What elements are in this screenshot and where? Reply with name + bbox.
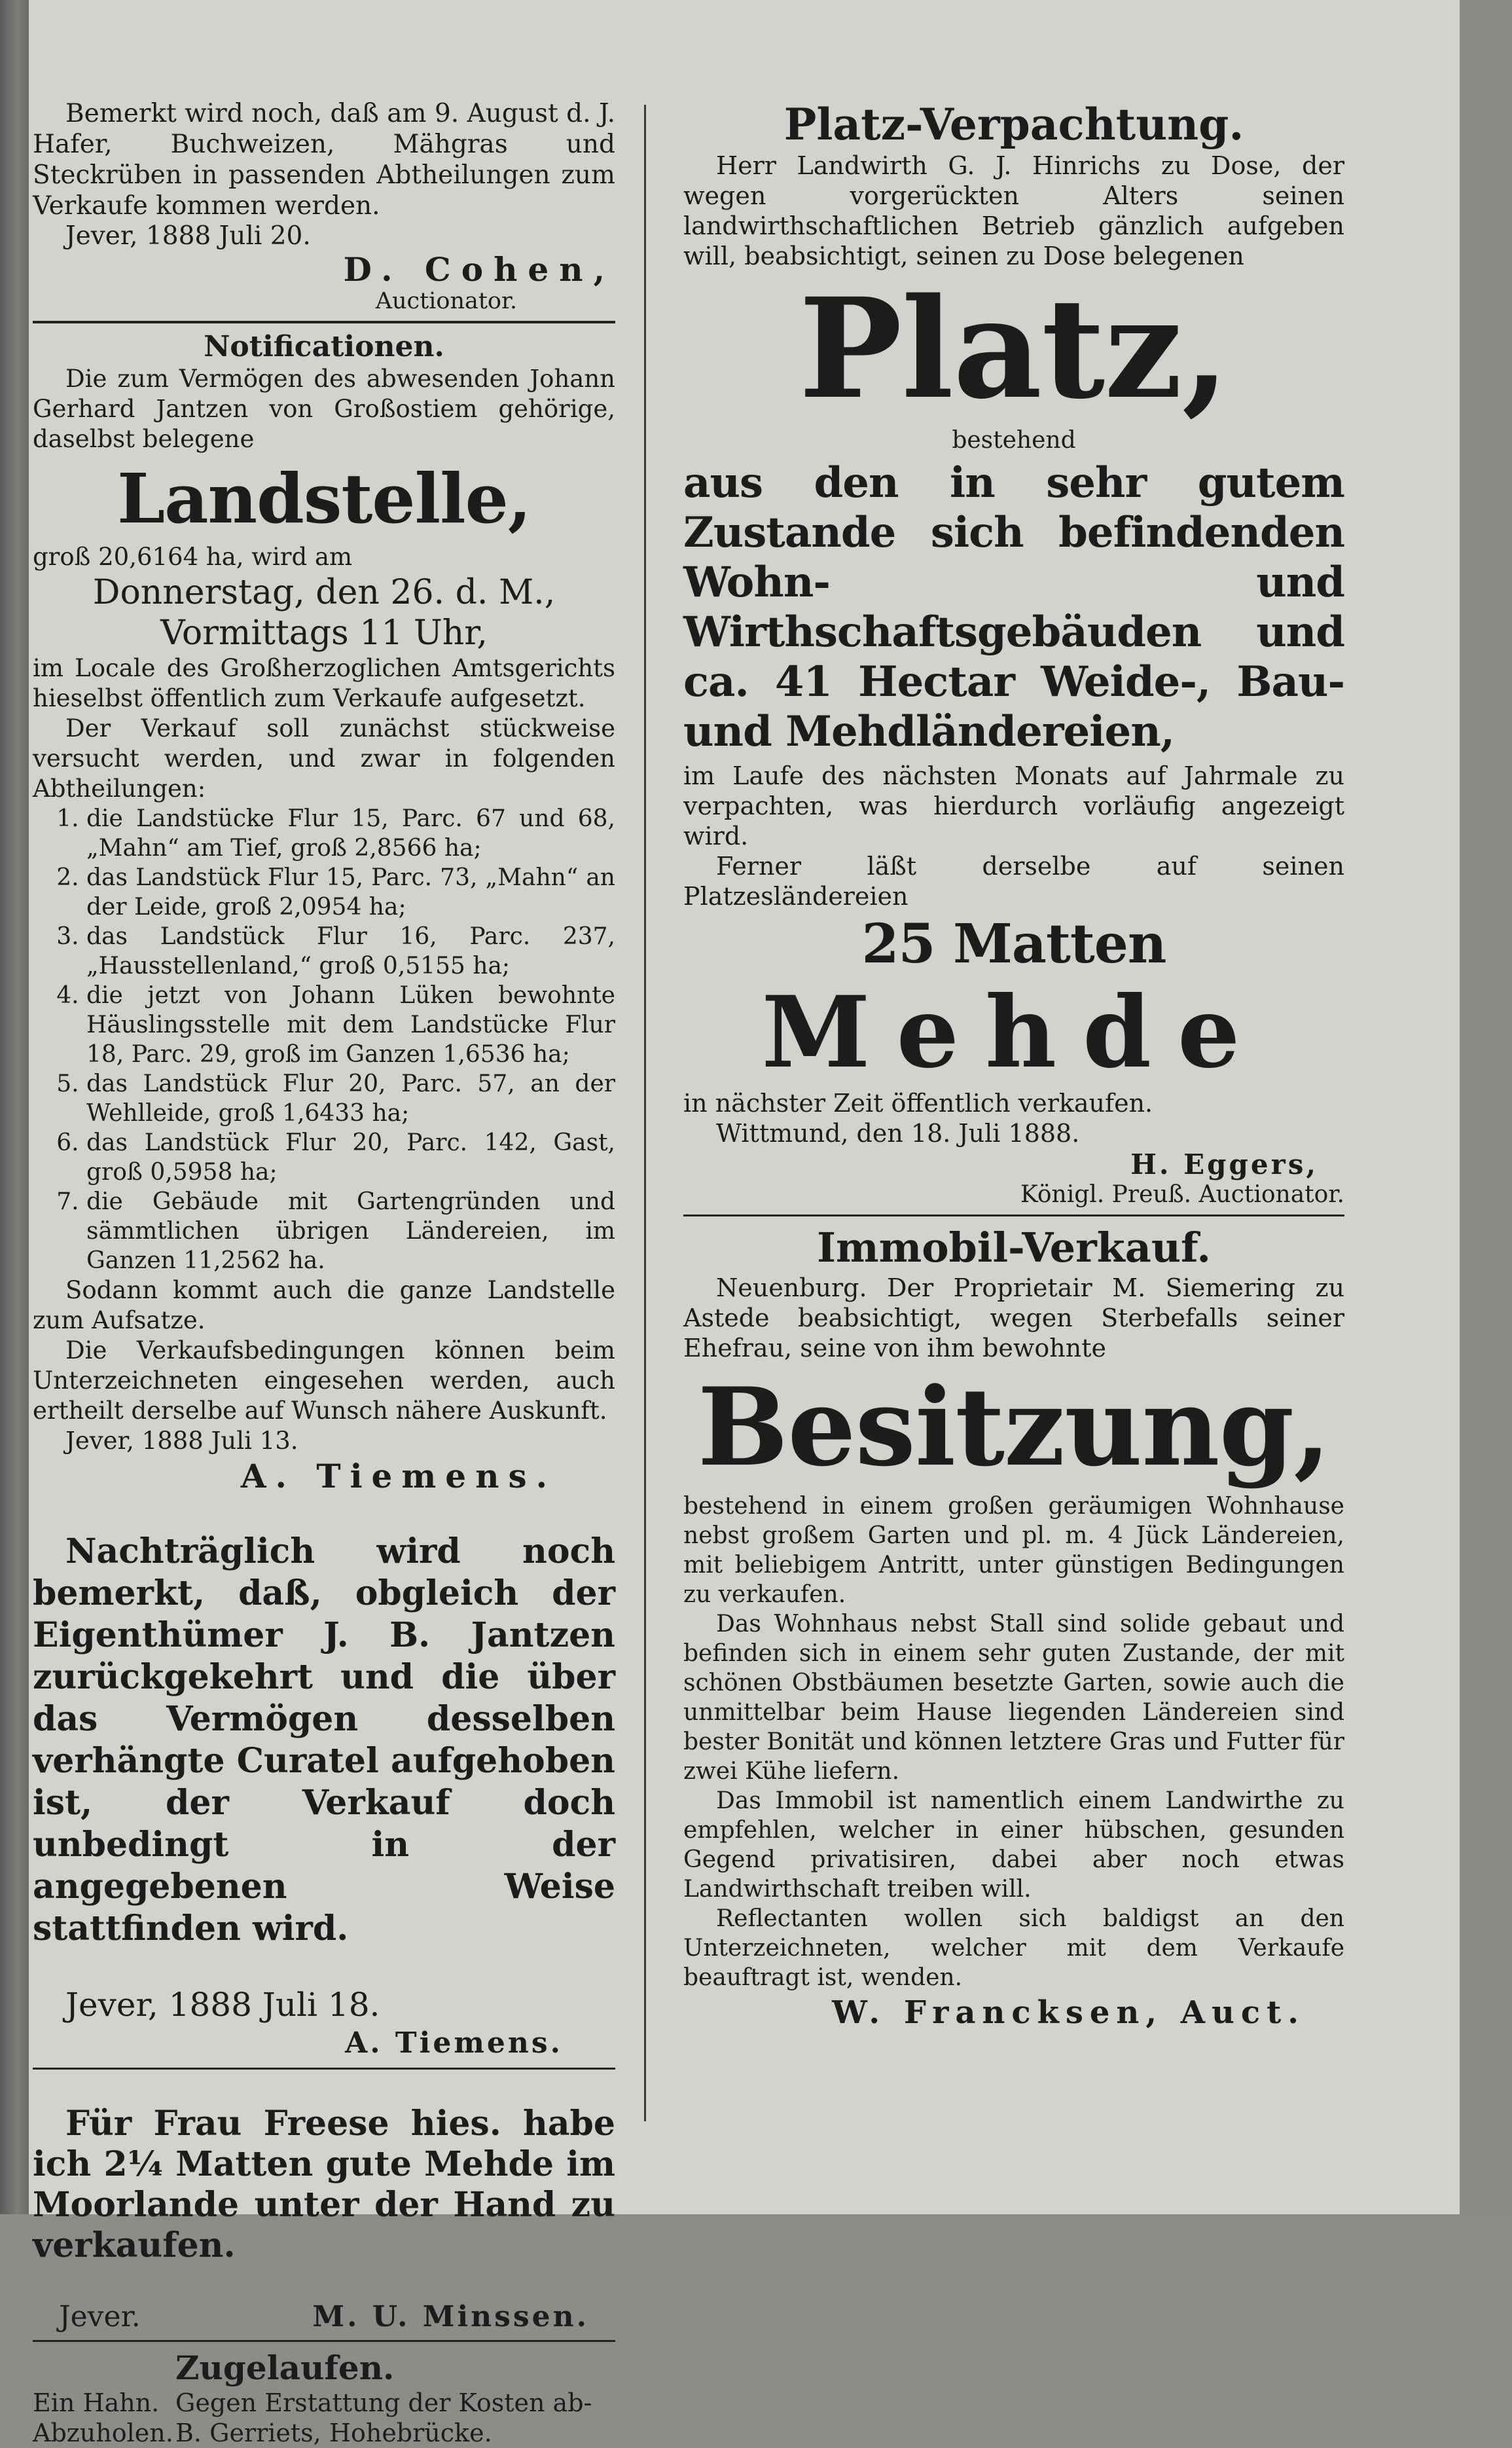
immobil-intro: Neuenburg. Der Proprietair M. Siemering zu Astede beabsichtigt, wegen Sterbefalls seiner Ehefrau, seine von ihm bewohnte	[683, 1273, 1344, 1362]
cohen-signature: D. Cohen,	[343, 250, 615, 289]
sale-info: Der Verkauf soll zunächst stückweise versucht werden, und zwar in folgenden Abtheilungen:	[33, 714, 615, 803]
section-rule	[33, 2340, 615, 2342]
mehde-title: Mehde	[761, 975, 1267, 1090]
newspaper-page	[29, 0, 1460, 2447]
platz-ad	[683, 98, 1344, 1208]
platz-intro: Herr Landwirth G. J. Hinrichs zu Dose, der wegen vorgerückten Alters seinen landwirthschaftlichen Betrieb gänzlich aufgeben will, beabsichtigt, seinen zu Dose belegenen	[683, 151, 1344, 270]
platz-further: Ferner läßt derselbe auf seinen Platzesländereien	[683, 852, 1344, 911]
section-rule	[33, 321, 615, 323]
immobil-heading: Immobil-Verkauf.	[816, 1224, 1212, 1271]
auction-date: Donnerstag, den 26. d. M.,	[92, 573, 556, 612]
landstelle-place-date: Jever, 1888 Juli 13.	[65, 1427, 298, 1455]
platz-bestehend: bestehend	[952, 427, 1076, 454]
auction-time: Vormittags 11 Uhr,	[160, 613, 488, 653]
platz-title: Platz,	[799, 268, 1229, 429]
column-divider	[644, 105, 646, 2121]
immobil-p1: bestehend in einem großen geräumigen Wohnhause nebst großem Garten und pl. m. 4 Jück Ländereien, mit beliebigem Antritt, unter günstigen Bedingungen zu verkaufen.	[683, 1493, 1344, 1608]
freese-signature: M. U. Minssen.	[312, 2300, 589, 2333]
freese-place: Jever.	[59, 2300, 141, 2333]
immobil-p4: Reflectanten wollen sich baldigst an den Unterzeichneten, welcher mit dem Verkaufe beauftragt ist, wenden.	[683, 1905, 1344, 1991]
platz-description: aus den in sehr gutem Zustande sich befindenden Wohn- und Wirthschaftsgebäuden und ca. 41 Hectar Weide-, Bau- und Mehdländereien,	[683, 458, 1344, 756]
freese-text: Für Frau Freese hies. habe ich 2¼ Matten gute Mehde im Moorlande unter der Hand zu verkaufen.	[33, 2104, 615, 2265]
left-column	[33, 98, 615, 2448]
cohen-notice	[33, 98, 615, 314]
scan-background	[1460, 0, 1512, 2214]
list-item: 1. die Landstücke Flur 15, Parc. 67 und 68, „Mahn“ am Tief, groß 2,8566 ha;	[86, 804, 615, 863]
list-item: 2. das Landstück Flur 15, Parc. 73, „Mahn“ an der Leide, groß 2,0954 ha;	[86, 863, 615, 922]
list-item: 4. die jetzt von Johann Lüken bewohnte Häuslingsstelle mit dem Landstücke Flur 18, Parc. 29, groß im Ganzen 1,6536 ha;	[86, 981, 615, 1069]
lot-list	[33, 804, 615, 1275]
list-item: 7. die Gebäude mit Gartengründen und sämmtlichen übrigen Ländereien, im Ganzen 11,2562 ha.	[86, 1187, 615, 1275]
immobil-p2: Das Wohnhaus nebst Stall sind solide gebaut und befinden sich in einem sehr guten Zustande, der mit schönen Obstbäumen besetzte Garten, sowie auch die unmittelbar beim Hause liegenden Ländereien sind bester Bonität und können letztere Gras und Futter für zwei Kühe liefern.	[683, 1611, 1344, 1785]
zugelaufen-name: B. Gerriets, Hohebrücke.	[175, 2419, 492, 2447]
immobil-p3: Das Immobil ist namentlich einem Landwirthe zu empfehlen, welcher in einer hübschen, gesunden Gegend privatisiren, dabei aber noch etwas Landwirthschaft treiben will.	[683, 1787, 1344, 1903]
list-item: 3. das Landstück Flur 16, Parc. 237, „Hausstellenland,“ groß 0,5155 ha;	[86, 922, 615, 981]
cohen-place-date: Jever, 1888 Juli 20.	[65, 221, 311, 251]
right-column	[683, 98, 1344, 2033]
adjacent-page-edge	[0, 0, 29, 2214]
zugelaufen-ad	[33, 2348, 615, 2448]
nachtrag-place-date: Jever, 1888 Juli 18.	[65, 1986, 380, 2024]
nachtrag-notice	[33, 1531, 615, 2061]
platz-heading: Platz-Verpachtung.	[783, 99, 1244, 150]
besitzung-title: Besitzung,	[697, 1364, 1331, 1490]
cohen-notice-text: Bemerkt wird noch, daß am 9. August d. J. Hafer, Buchweizen, Mähgras und Steckrüben in passenden Abtheilungen zum Verkaufe kommen werden.	[33, 99, 615, 221]
platz-sale: in nächster Zeit öffentlich verkaufen.	[683, 1089, 1153, 1118]
auction-location: im Locale des Großherzoglichen Amtsgerichts hieselbst öffentlich zum Verkaufe aufgesetzt.	[33, 654, 615, 712]
whole-property-note: Sodann kommt auch die ganze Landstelle zum Aufsatze.	[33, 1276, 615, 1334]
nachtrag-signature: A. Tiemens.	[345, 2026, 563, 2060]
landstelle-title: Landstelle,	[117, 458, 531, 539]
zugelaufen-heading: Zugelaufen.	[175, 2348, 395, 2387]
eggers-signature: H. Eggers,	[1130, 1148, 1318, 1180]
platz-terms: im Laufe des nächsten Monats auf Jahrmale zu verpachten, was hierdurch vorläufig angezeigt wird.	[683, 761, 1344, 850]
section-rule	[683, 1215, 1344, 1216]
landstelle-size: groß 20,6164 ha, wird am	[33, 543, 353, 571]
notifications-heading: Notificationen.	[204, 330, 444, 363]
list-item: 5. das Landstück Flur 20, Parc. 57, an der Wehlleide, groß 1,6433 ha;	[86, 1069, 615, 1128]
francksen-signature: W. Francksen, Auct.	[832, 1994, 1305, 2031]
section-rule	[33, 2068, 615, 2070]
landstelle-intro: Die zum Vermögen des abwesenden Johann Gerhard Jantzen von Großostiem gehörige, daselbst belegene	[33, 365, 615, 453]
cohen-title: Auctionator.	[375, 288, 517, 314]
platz-place-date: Wittmund, den 18. Juli 1888.	[716, 1119, 1080, 1148]
list-item: 6. das Landstück Flur 20, Parc. 142, Gast, groß 0,5958 ha;	[86, 1128, 615, 1187]
immobil-ad	[683, 1223, 1344, 2033]
eggers-title: Königl. Preuß. Auctionator.	[1020, 1181, 1344, 1208]
tiemens-signature: A. Tiemens.	[240, 1457, 556, 1495]
conditions-note: Die Verkaufsbedingungen können beim Unterzeichneten eingesehen werden, auch ertheilt derselbe auf Wunsch nähere Auskunft.	[33, 1336, 615, 1425]
freese-ad	[33, 2104, 615, 2333]
matten-amount: 25 Matten	[861, 913, 1166, 976]
landstelle-ad	[33, 330, 615, 1497]
zugelaufen-text: Gegen Erstattung der Kosten ab-	[175, 2388, 592, 2417]
zugelaufen-left: Ein Hahn. Abzuholen.	[33, 2388, 173, 2447]
nachtrag-text: Nachträglich wird noch bemerkt, daß, obgleich der Eigenthümer J. B. Jantzen zurückgekehrt und die über das Vermögen desselben verhängte Curatel aufgehoben ist, der Verkauf doch unbedingt in der angegebenen Weise stattfinden wird.	[33, 1531, 615, 1948]
